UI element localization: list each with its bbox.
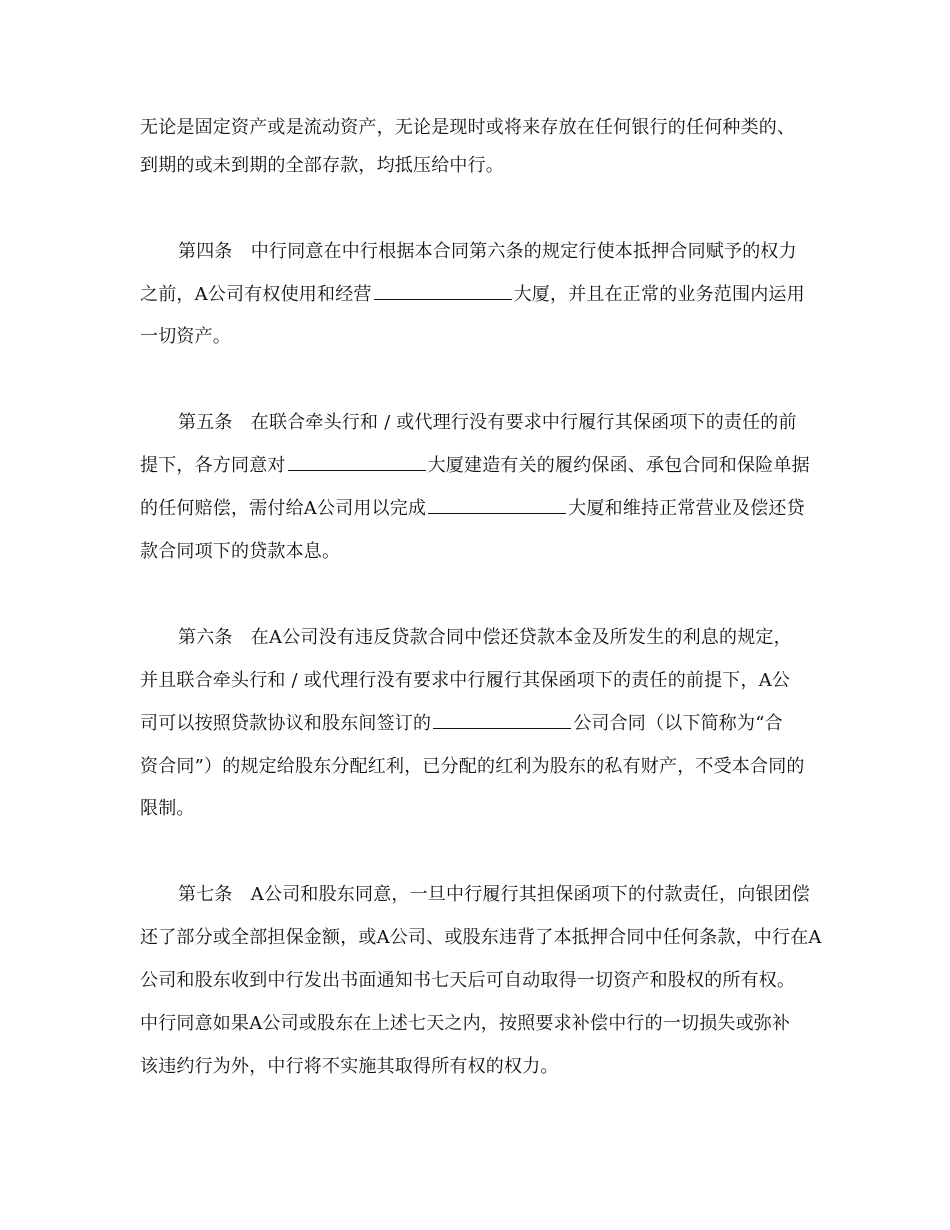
article-7-line: 该违约行为外，中行将不实施其取得所有权的权力。 <box>140 1056 559 1077</box>
article-7-line: 第七条 A公司和股东同意，一旦中行履行其担保函项下的付款责任，向银团偿 <box>178 884 810 905</box>
text-segment: 的任何赔偿，需付给A公司用以完成 <box>140 498 427 519</box>
text-segment: 大厦，并且在正常的业务范围内运用 <box>513 284 805 305</box>
text-segment: 之前，A公司有权使用和经营 <box>140 284 372 305</box>
article-4-line: 第四条 中行同意在中行根据本合同第六条的规定行使本抵押合同赋予的权力 <box>178 241 797 262</box>
text-segment: 大厦建造有关的履约保函、承包合同和保险单据 <box>427 455 810 476</box>
fill-in-blank[interactable] <box>374 283 512 300</box>
text-line: 无论是固定资产或是流动资产，无论是现时或将来存放在任何银行的任何种类的、 <box>140 117 796 138</box>
fill-in-blank[interactable] <box>428 497 566 514</box>
fill-in-blank[interactable] <box>433 712 571 729</box>
text-line: 到期的或未到期的全部存款，均抵压给中行。 <box>140 155 504 176</box>
article-5-line: 款合同项下的贷款本息。 <box>140 541 341 562</box>
article-7-line: 中行同意如果A公司或股东在上述七天之内，按照要求补偿中行的一切损失或弥补 <box>140 1013 791 1034</box>
text-segment: 司可以按照贷款协议和股东间签订的 <box>140 713 432 734</box>
article-6-line: 第六条 在A公司没有违反贷款合同中偿还贷款本金及所发生的利息的规定， <box>178 627 792 648</box>
text-segment: 公司合同（以下简称为“合 <box>573 713 783 734</box>
fill-in-blank[interactable] <box>288 454 426 471</box>
article-6-line: 并且联合牵头行和 / 或代理行没有要求中行履行其保函项下的责任的前提下，A公 <box>140 670 791 691</box>
article-4-line <box>140 283 820 307</box>
article-5-line: 第五条 在联合牵头行和 / 或代理行没有要求中行履行其保函项下的责任的前 <box>178 412 797 433</box>
article-7-line: 公司和股东收到中行发出书面通知书七天后可自动取得一切资产和股权的所有权。 <box>140 970 796 991</box>
text-segment: 提下，各方同意对 <box>140 455 286 476</box>
text-segment: 大厦和维持正常营业及偿还贷 <box>568 498 805 519</box>
article-6-line: 资合同”）的规定给股东分配红利，已分配的红利为股东的私有财产，不受本合同的 <box>140 756 805 777</box>
article-5-line <box>140 454 820 478</box>
article-7-line: 还了部分或全部担保金额，或A公司、或股东违背了本抵押合同中任何条款，中行在A <box>140 927 822 948</box>
article-5-line <box>140 497 820 521</box>
article-6-line <box>140 712 820 736</box>
article-4-line: 一切资产。 <box>140 326 231 347</box>
article-6-line: 限制。 <box>140 798 195 819</box>
